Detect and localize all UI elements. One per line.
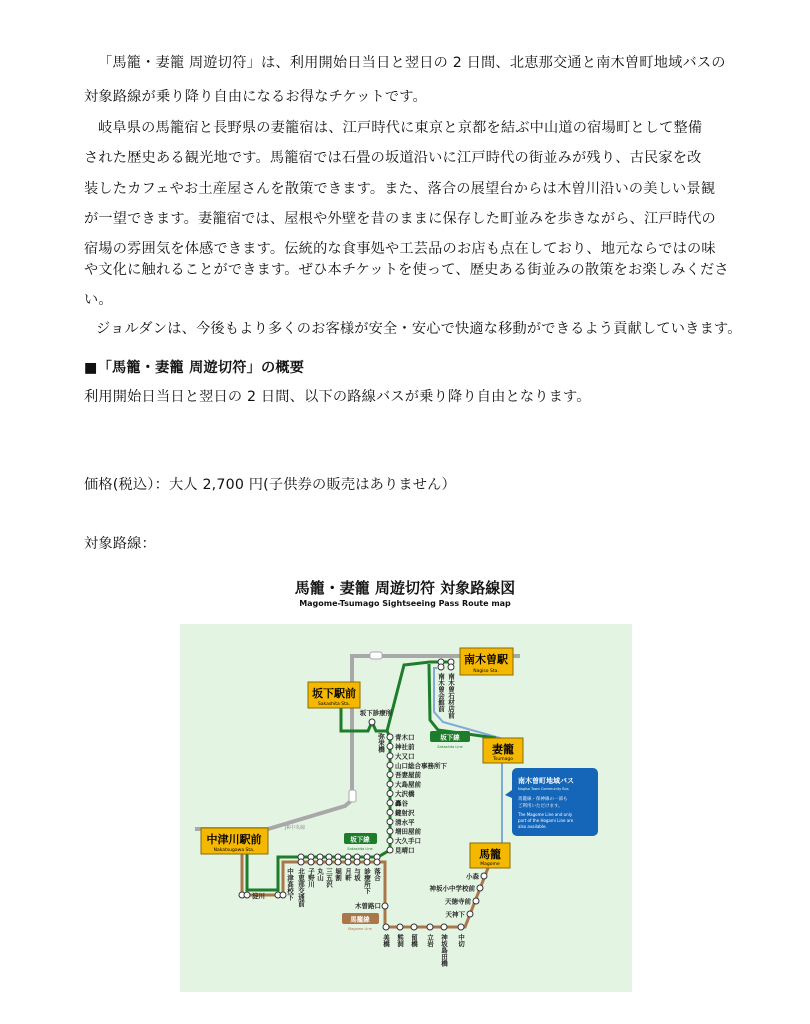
station-marker <box>427 924 433 930</box>
svg-text:南木曽駅: 南木曽駅 <box>464 653 508 666</box>
station-label: 淀川 <box>252 892 265 900</box>
station-marker <box>387 809 393 815</box>
text-line: 宿場の雰囲気を体感できます。伝統的な食事処や工芸品のお店も点在しており、地元ならではの味 <box>84 241 716 257</box>
station-marker <box>438 664 444 670</box>
station-label: 神社前 <box>395 742 415 751</box>
station-marker <box>387 819 393 825</box>
station-label: 清水平 <box>395 818 415 827</box>
station-label: 大久手口 <box>395 837 421 846</box>
station-label: 青木口 <box>395 733 415 742</box>
station-marker <box>244 892 250 898</box>
station-marker <box>387 753 393 759</box>
station-label: 与坂 <box>353 868 361 881</box>
station-label: 大又口 <box>395 752 415 761</box>
station-label: 立岩 <box>426 934 434 947</box>
community-bus-callout <box>505 768 598 836</box>
station-label: 留橋 <box>410 934 418 947</box>
svg-text:坂下線: 坂下線 <box>440 733 460 742</box>
station-label: 中津高校下 <box>286 868 294 901</box>
text-line: された歴史ある観光地です。馬籠宿では石畳の坂道沿いに江戸時代の街並みが残り、古民家を改 <box>84 150 702 166</box>
station-label: 吾妻屋前 <box>395 771 421 780</box>
station-marker <box>364 859 370 865</box>
station-label: 南木曽会館前 <box>437 673 445 712</box>
station-label: 熊洞 <box>396 934 404 947</box>
station-label: 坂下診療所 <box>359 709 393 717</box>
station-label: 木曽路口 <box>355 902 381 910</box>
station-label: 山口総合事務所下 <box>395 761 447 770</box>
hub-tsumago <box>483 738 523 763</box>
station-label: 堀割 <box>334 868 342 881</box>
station-label: 子野川 <box>307 868 315 888</box>
overview-description: 利用開始日当日と翌日の 2 日間、以下の路線バスが乗り降り自由となります。 <box>84 389 591 405</box>
svg-text:馬籠線: 馬籠線 <box>350 915 370 924</box>
station-label: 神坂小中学校前 <box>429 884 475 893</box>
svg-text:Magome Line: Magome Line <box>348 927 372 931</box>
station-marker <box>345 859 351 865</box>
svg-text:also available.: also available. <box>518 824 547 829</box>
station-marker <box>387 800 393 806</box>
station-label: 天徳寺前 <box>445 897 471 906</box>
station-marker <box>458 924 464 930</box>
station-marker <box>387 734 393 740</box>
text-line: 装したカフェやお土産屋さんを散策できます。また、落合の展望台からは木曽川沿いの美しい景観 <box>84 181 716 197</box>
text-line: 「馬籠・妻籠 周遊切符」は、利用開始日当日と翌日の 2 日間、北恵那交通と南木曽町地域バスの <box>98 55 726 71</box>
route-map <box>180 624 632 992</box>
station-label: 轟谷 <box>395 799 408 808</box>
text-line: 対象路線が乗り降り自由になるお得なチケットです。 <box>84 89 427 105</box>
station-marker <box>387 743 393 749</box>
station-marker <box>467 911 473 917</box>
station-marker <box>369 719 375 725</box>
sakashita-line-badge-2 <box>344 833 377 851</box>
hub-nagiso <box>460 648 513 675</box>
station-marker <box>308 859 314 865</box>
hub-magome <box>470 843 510 868</box>
jr-line-label: JR中央線 <box>285 825 305 831</box>
station-label: 小森 <box>466 872 479 881</box>
station-label: 落合 <box>373 868 381 881</box>
station-marker <box>374 859 380 865</box>
svg-text:妻籠: 妻籠 <box>492 743 514 756</box>
station-marker <box>335 859 341 865</box>
station-marker <box>473 898 479 904</box>
svg-text:Nagiso Town Community Bus: Nagiso Town Community Bus <box>518 787 569 791</box>
svg-text:Sakashita Sta.: Sakashita Sta. <box>317 702 351 707</box>
svg-text:ご利用いただけます。: ご利用いただけます。 <box>518 804 563 809</box>
svg-text:Sakashita Line: Sakashita Line <box>437 745 463 749</box>
station-marker <box>387 772 393 778</box>
hub-sakashita <box>308 682 360 708</box>
station-label: 見晴口 <box>395 846 415 855</box>
station-marker <box>397 924 403 930</box>
svg-text:part of the Hogami Line are: part of the Hogami Line are <box>518 818 574 823</box>
station-label: 三五沢 <box>325 868 333 888</box>
station-marker <box>441 924 447 930</box>
station-marker <box>477 885 483 891</box>
station-label: 天神下 <box>445 910 465 919</box>
station-label: 中切 <box>457 934 465 947</box>
station-marker <box>326 859 332 865</box>
station-marker <box>298 859 304 865</box>
station-label: 南木曽石材店前 <box>447 673 455 719</box>
svg-text:南木曽町地域バス: 南木曽町地域バス <box>518 777 574 785</box>
price-text: 価格(税込）：大人 2,700 円(子供券の販売はありません） <box>84 477 456 493</box>
svg-text:Tsumago: Tsumago <box>493 757 513 762</box>
station-marker <box>411 924 417 930</box>
station-label: 弥栄橋 <box>377 733 385 753</box>
text-line: い。 <box>84 292 113 308</box>
station-marker <box>387 828 393 834</box>
station-marker <box>317 859 323 865</box>
svg-text:Nakatsugawa Sta.: Nakatsugawa Sta. <box>213 848 255 853</box>
text-line: や文化に触れることができます。ぜひ本チケットを使って、歴史ある街並みの散策をお楽しみくださ <box>84 262 729 278</box>
map-subtitle: Magome-Tsumago Sightseeing Pass Route map <box>299 599 511 608</box>
station-marker <box>481 873 487 879</box>
station-marker <box>448 664 454 670</box>
station-label: 増田屋前 <box>395 827 421 836</box>
station-label: 美橋 <box>382 934 390 947</box>
routes-label: 対象路線： <box>84 536 156 552</box>
svg-text:馬籠: 馬籠 <box>479 848 501 861</box>
station-marker <box>383 924 389 930</box>
station-marker <box>382 903 388 909</box>
station-marker <box>354 859 360 865</box>
text-line: 岐阜県の馬籠宿と長野県の妻籠宿は、江戸時代に東京と京都を結ぶ中山道の宿場町として整備 <box>98 120 703 136</box>
overview-heading: ■「馬籠・妻籠 周遊切符」の概要 <box>84 360 305 376</box>
station-marker <box>387 781 393 787</box>
station-label: 月軒 <box>344 868 352 881</box>
station-label: 丸山 <box>316 868 324 881</box>
station-label: 鍵射沢 <box>395 808 415 817</box>
svg-text:坂下線: 坂下線 <box>350 835 370 844</box>
svg-text:中津川駅前: 中津川駅前 <box>206 833 262 846</box>
station-label: 神坂島田橋 <box>440 934 448 967</box>
station-label: 大沢橋 <box>395 790 415 798</box>
svg-text:The Magome Line and only: The Magome Line and only <box>518 812 573 817</box>
station-marker <box>387 847 393 853</box>
map-title: 馬籠・妻籠 周遊切符 対象路線図 <box>294 579 516 597</box>
svg-text:Sakashita Line: Sakashita Line <box>347 847 373 851</box>
station-marker <box>387 791 393 797</box>
station-label: 大島屋前 <box>395 780 421 789</box>
svg-text:Nagiso Sta.: Nagiso Sta. <box>473 669 499 674</box>
svg-text:Magome: Magome <box>480 862 500 867</box>
svg-text:坂下駅前: 坂下駅前 <box>312 687 356 700</box>
text-line: が一望できます。妻籠宿では、屋根や外壁を昔のままに保存した町並みを歩きながら、江戸時代の <box>84 211 716 227</box>
station-label: 北恵那交通前 <box>297 868 305 907</box>
svg-text:馬籠線・保神線の一部も: 馬籠線・保神線の一部も <box>518 797 568 802</box>
station-label: 診療所下 <box>363 868 371 894</box>
station-marker <box>387 838 393 844</box>
intro-paragraph-3: ジョルダンは、今後もより多くのお客様が安全・安心で快適な移動ができるよう貢献していきます。 <box>96 321 742 337</box>
hub-nakatsugawa <box>201 828 268 854</box>
station-marker <box>387 762 393 768</box>
